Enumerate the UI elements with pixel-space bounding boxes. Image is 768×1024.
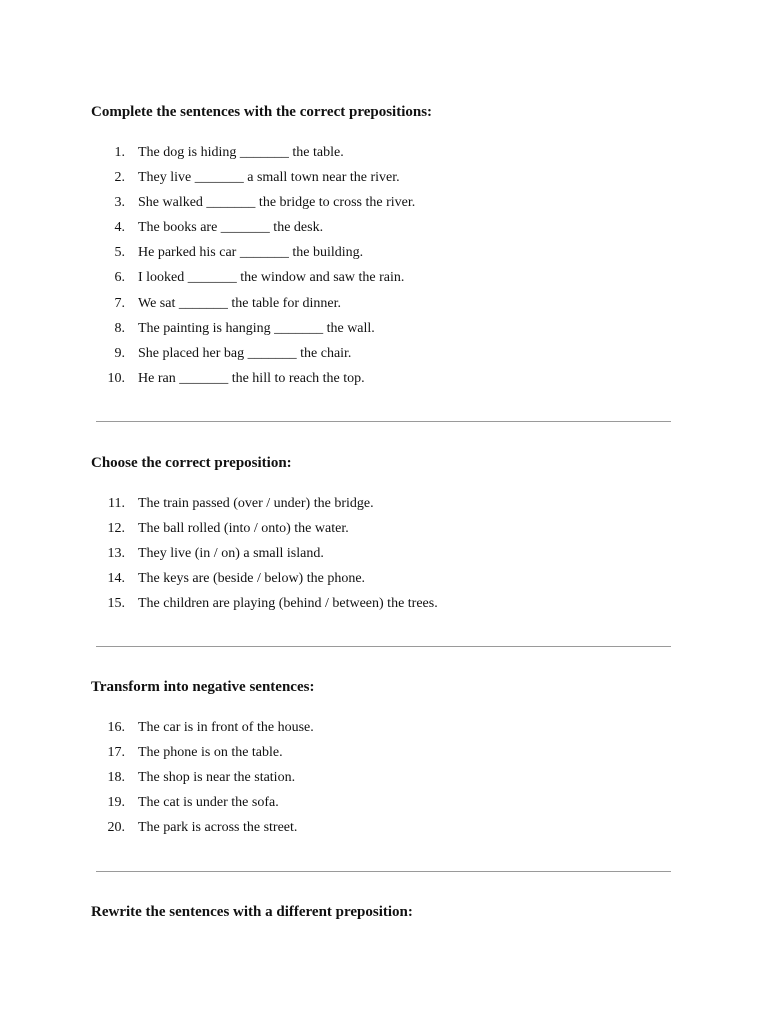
item-number: 18. [107, 770, 125, 786]
item-number: 3. [114, 195, 125, 211]
item-text: The park is across the street. [138, 820, 298, 836]
item-text: He ran _______ the hill to reach the top. [138, 370, 365, 386]
item-text: The shop is near the station. [138, 770, 296, 786]
item-text: The phone is on the table. [138, 745, 283, 761]
item-number: 15. [107, 596, 125, 612]
item-number: 19. [107, 795, 125, 811]
item-number: 6. [114, 270, 125, 286]
section-heading: Rewrite the sentences with a different preposition: [91, 904, 413, 920]
section-divider [96, 421, 671, 422]
section-heading: Complete the sentences with the correct prepositions: [91, 104, 433, 120]
item-text: The keys are (beside / below) the phone. [138, 571, 366, 587]
item-number: 20. [107, 820, 125, 836]
item-number: 7. [114, 295, 125, 311]
item-text: The painting is hanging _______ the wall. [138, 320, 375, 336]
item-number: 10. [107, 370, 125, 386]
item-number: 1. [114, 145, 125, 160]
item-text: The dog is hiding _______ the table. [138, 145, 344, 160]
item-number: 14. [107, 571, 125, 587]
item-text: She placed her bag _______ the chair. [138, 345, 352, 361]
item-text: The train passed (over / under) the bridge. [138, 496, 374, 511]
item-text: They live (in / on) a small island. [138, 546, 324, 562]
item-number: 12. [107, 521, 125, 537]
item-text: I looked _______ the window and saw the rain. [138, 270, 405, 286]
section-divider [96, 646, 671, 647]
item-number: 17. [107, 745, 125, 761]
item-number: 5. [114, 245, 125, 261]
item-text: She walked _______ the bridge to cross the river. [138, 195, 416, 211]
item-text: They live _______ a small town near the river. [138, 170, 400, 186]
item-number: 4. [114, 220, 125, 236]
section-divider [96, 871, 671, 872]
item-number: 9. [114, 345, 125, 361]
item-number: 2. [114, 170, 125, 186]
item-text: He parked his car _______ the building. [138, 245, 364, 261]
item-number: 11. [108, 496, 125, 511]
section-heading: Transform into negative sentences: [91, 679, 315, 695]
item-number: 16. [107, 720, 125, 735]
item-text: We sat _______ the table for dinner. [138, 295, 341, 311]
item-text: The car is in front of the house. [138, 720, 314, 735]
item-text: The books are _______ the desk. [138, 220, 324, 236]
item-text: The children are playing (behind / between) the trees. [138, 596, 438, 612]
item-text: The ball rolled (into / onto) the water. [138, 521, 349, 537]
item-number: 13. [107, 546, 125, 562]
item-text: The cat is under the sofa. [138, 795, 279, 811]
item-number: 8. [114, 320, 125, 336]
section-heading: Choose the correct preposition: [91, 455, 292, 471]
